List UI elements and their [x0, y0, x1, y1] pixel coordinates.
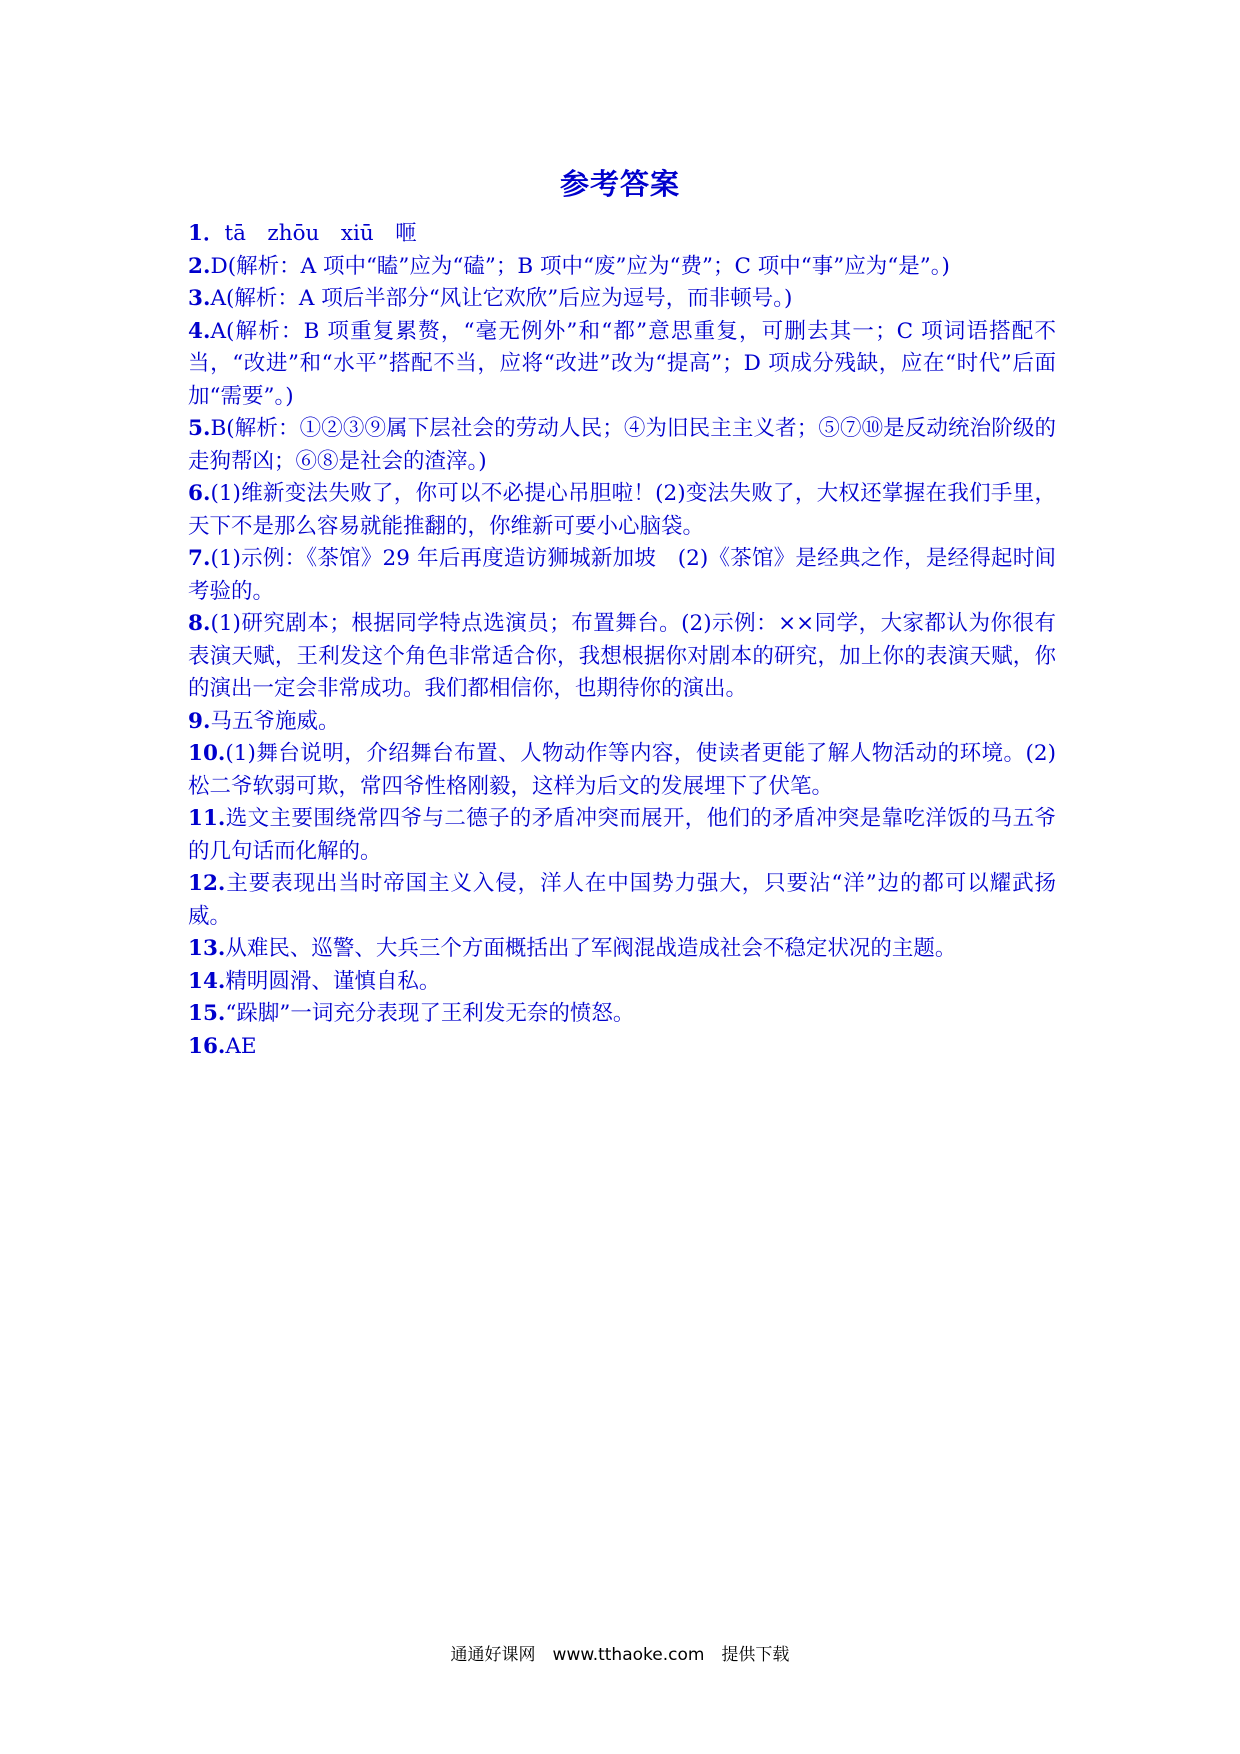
page-footer: 通通好课网 www.tthaoke.com 提供下载: [450, 1645, 790, 1665]
answer-item-4: [188, 316, 1056, 414]
answer-item-9: [188, 706, 1056, 739]
answer-number: 7.: [188, 546, 211, 571]
answer-text: 马五爷施威。: [210, 708, 340, 734]
answer-text: (1)舞台说明，介绍舞台布置、人物动作等内容，使读者更能了解人物活动的环境。(2)松二爷软弱可欺，常四爷性格刚毅，这样为后文的发展埋下了伏笔。: [188, 741, 1056, 799]
answer-text: B(解析：①②③⑨属下层社会的劳动人民；④为旧民主主义者；⑤⑦⑩是反动统治阶级的走狗帮凶；⑥⑧是社会的渣滓。): [188, 416, 1056, 474]
answer-number: 11.: [188, 806, 226, 831]
answer-item-1: [188, 218, 1056, 251]
answer-item-7: [188, 543, 1056, 608]
answer-number: 4.: [188, 318, 211, 344]
answer-number: 9.: [188, 708, 211, 734]
answer-number: 12.: [188, 871, 226, 896]
answer-text: A(解析：B 项重复累赘，“毫无例外”和“都”意思重复，可删去其一；C 项词语搭配不当，“改进”和“水平”搭配不当，应将“改进”改为“提高”；D 项成分残缺，应在“时代”后面加“需要”。): [188, 318, 1056, 409]
answer-number: 1．: [188, 221, 225, 246]
answer-number: 16.: [188, 1033, 226, 1059]
answer-text: (1)示例：《茶馆》29 年后再度造访狮城新加坡 (2)《茶馆》是经典之作，是经得起时间考验的。: [188, 546, 1056, 604]
answer-text: (1)研究剧本；根据同学特点选演员；布置舞台。(2)示例：××同学，大家都认为你很有表演天赋，王利发这个角色非常适合你，我想根据你对剧本的研究，加上你的表演天赋，你的演出一定会非常成功。我们都相信你，也期待你的演出。: [188, 611, 1056, 701]
answer-number: 2.: [188, 253, 211, 279]
answer-item-6: [188, 478, 1056, 543]
answer-item-5: [188, 413, 1056, 478]
page-title: 参考答案: [559, 167, 680, 201]
answer-number: 3.: [188, 286, 211, 311]
answer-item-11: [188, 803, 1056, 868]
answer-item-16: [188, 1031, 1056, 1064]
answer-item-13: [188, 933, 1056, 966]
answer-text: 精明圆滑、谨慎自私。: [225, 968, 441, 994]
answer-item-15: [188, 998, 1056, 1031]
answer-text: 选文主要围绕常四爷与二德子的矛盾冲突而展开，他们的矛盾冲突是靠吃洋饭的马五爷的几句话而化解的。: [188, 806, 1056, 864]
answer-item-2: [188, 251, 1056, 284]
answer-number: 15.: [188, 1001, 226, 1026]
answer-number: 14.: [188, 968, 226, 994]
answer-text: (1)维新变法失败了，你可以不必提心吊胆啦！(2)变法失败了，大权还掌握在我们手里，天下不是那么容易就能推翻的，你维新可要小心脑袋。: [188, 481, 1056, 539]
answer-number: 13.: [188, 936, 226, 961]
answer-number: 10.: [188, 741, 226, 766]
answer-text: AE: [225, 1033, 257, 1059]
answer-number: 5.: [188, 416, 211, 441]
answer-text: A(解析：A 项后半部分“风让它欢欣”后应为逗号，而非顿号。): [210, 286, 793, 311]
answer-item-10: [188, 738, 1056, 803]
answer-text: “跺脚”一词充分表现了王利发无奈的愤怒。: [225, 1001, 635, 1026]
answer-number: 8.: [188, 611, 211, 636]
answer-item-8: [188, 608, 1056, 706]
answer-text: 从难民、巡警、大兵三个方面概括出了军阀混战造成社会不稳定状况的主题。: [225, 936, 957, 961]
answer-list: [188, 218, 1056, 1063]
answer-text: tā zhōu xiū 咂: [224, 221, 417, 246]
answer-item-12: [188, 868, 1056, 933]
answer-text: D(解析：A 项中“瞌”应为“磕”；B 项中“废”应为“费”；C 项中“事”应为“是”。): [210, 253, 950, 279]
answer-text: 主要表现出当时帝国主义入侵，洋人在中国势力强大，只要沾“洋”边的都可以耀武扬威。: [188, 871, 1056, 929]
answer-item-14: [188, 966, 1056, 999]
answer-item-3: [188, 283, 1056, 316]
answer-number: 6.: [188, 481, 211, 506]
